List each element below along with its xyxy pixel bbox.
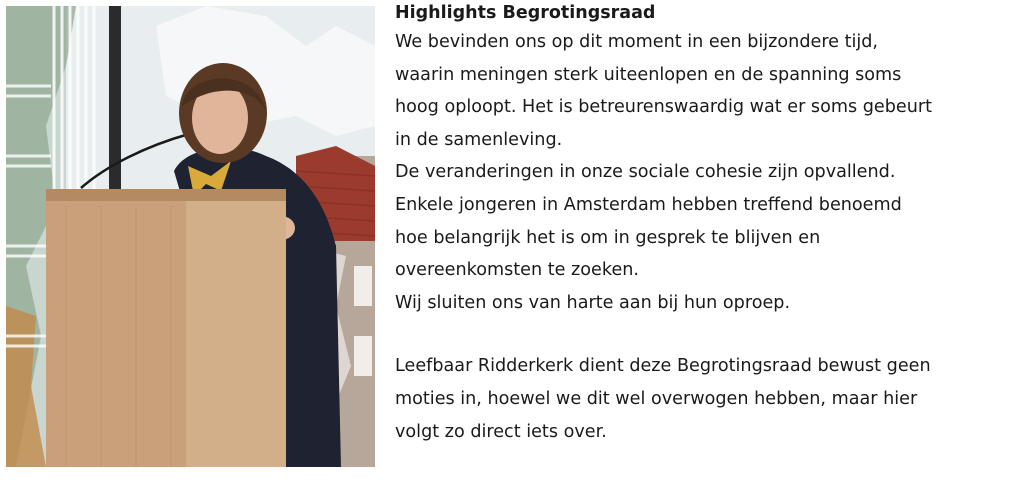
text-line: De veranderingen in onze sociale cohesie zijn opvallend. (395, 162, 896, 183)
text-line: in de samenleving. (395, 129, 563, 150)
text-line: moties in, hoewel we dit wel overwogen hebben, maar hier (395, 388, 918, 409)
text-line: hoog oploopt. Het is betreurenswaardig wat er soms gebeurt (395, 97, 933, 118)
text-line: volgt zo direct iets over. (395, 421, 607, 442)
text-line: Enkele jongeren in Amsterdam hebben treffend benoemd (395, 194, 902, 215)
text-line: hoe belangrijk het is om in gesprek te blijven en (395, 227, 821, 248)
paragraph-spacer (395, 319, 1015, 350)
text-line: overeenkomsten te zoeken. (395, 260, 640, 281)
paragraph-intro (395, 26, 1015, 319)
text-line: Wij sluiten ons van harte aan bij hun oproep. (395, 292, 791, 313)
article-title: Highlights Begrotingsraad (395, 3, 656, 23)
article-text (395, 0, 1015, 448)
text-line: We bevinden ons op dit moment in een bijzondere tijd, (395, 32, 879, 52)
text-line: waarin meningen sterk uiteenlopen en de spanning soms (395, 64, 902, 85)
paragraph-motions (395, 350, 1015, 448)
speaker-photo (6, 6, 375, 467)
text-line: Leefbaar Ridderkerk dient deze Begrotingsraad bewust geen (395, 356, 931, 377)
speaker-photo-illustration (6, 6, 375, 467)
